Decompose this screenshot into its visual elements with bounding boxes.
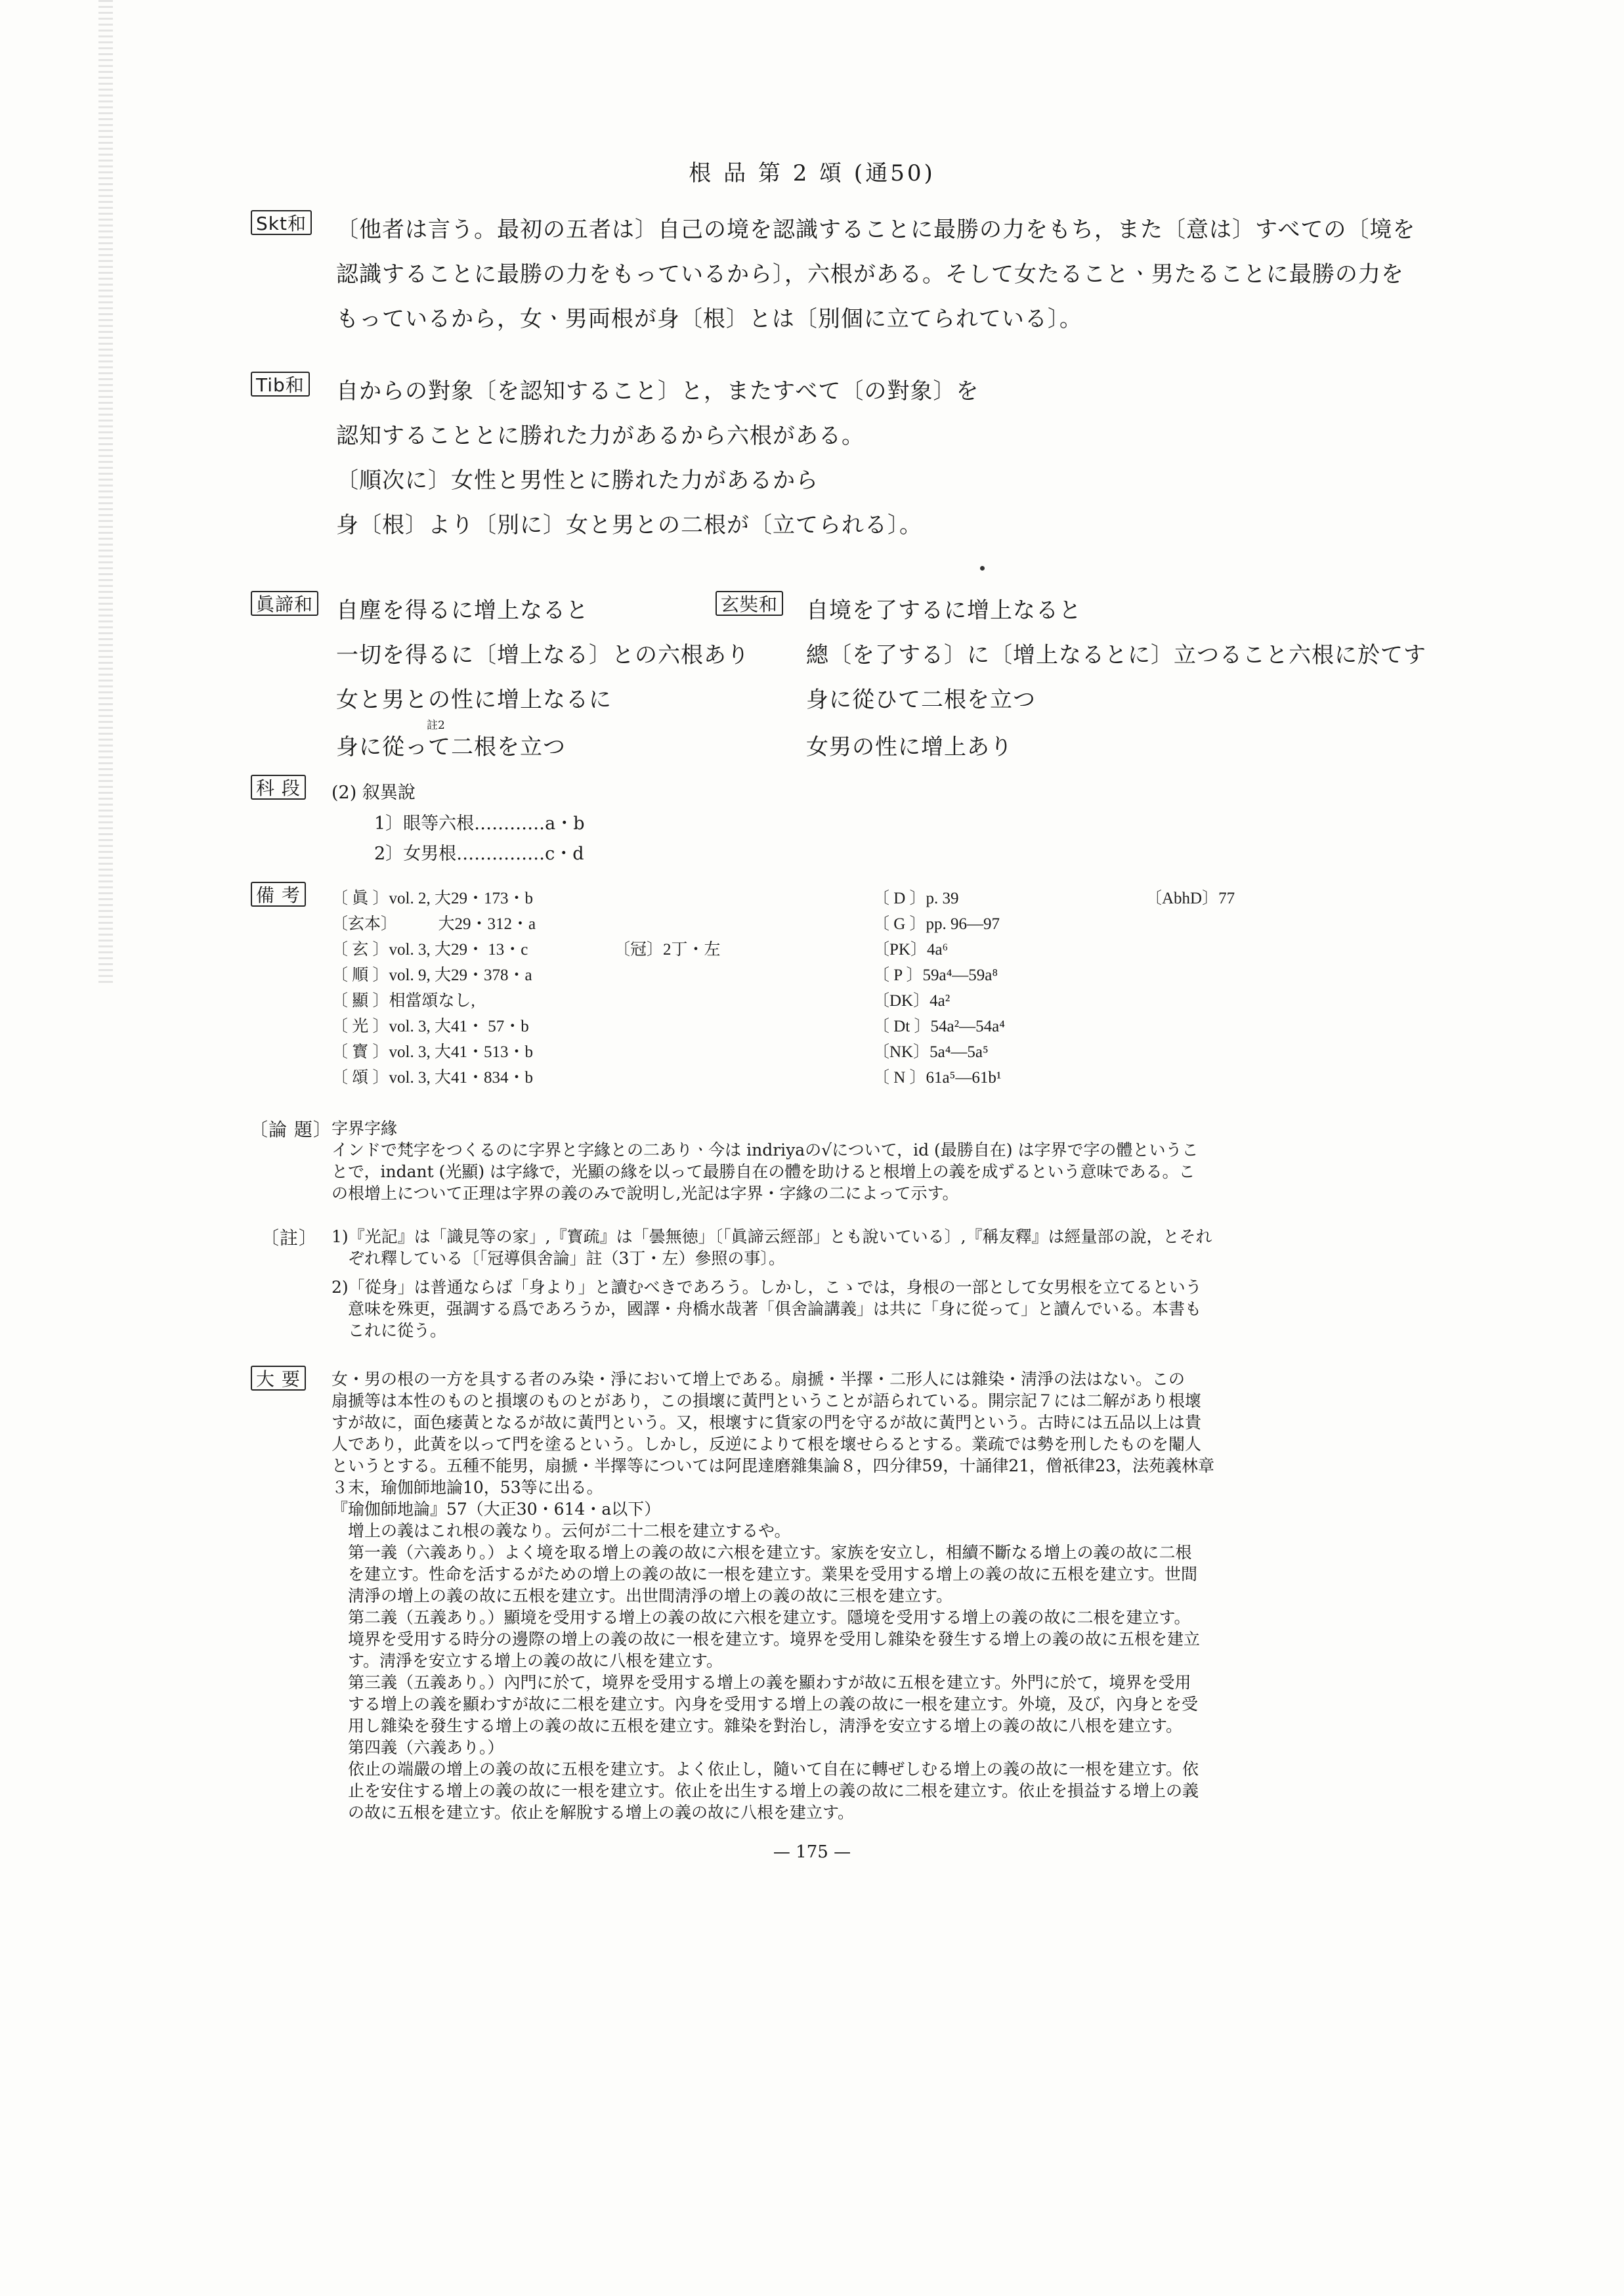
tib-line: 〔順次に〕女性と男性とに勝れた力があるから (336, 467, 819, 494)
taiyou-line: する增上の義を顯わすが故に二根を建立す。內身を受用する增上の義の故に一根を建立す。外境，及び，內身とを受 (331, 1695, 1199, 1714)
paramartha-tag: 眞諦和 (251, 591, 318, 616)
ronndai-line: とで，indant (光顯) は字緣で，光顯の緣を以って最勝自在の體を助けると根增上の義を成ずるという意味である。こ (331, 1162, 1195, 1181)
paramartha-line: 女と男との性に增上なるに (336, 687, 612, 713)
skt-line: 〔他者は言う。最初の五者は〕自己の境を認識することに最勝の力をもち，また〔意は〕すべての〔境を (336, 217, 1416, 243)
taiyou-line: 扇搋等は本性のものと損壞のものとがあり，この損壞に黃門ということが語られている。開宗記７には二解があり根壞 (331, 1391, 1202, 1410)
tib-line: 自からの對象〔を認知すること〕と，またすべて〔の對象〕を (336, 378, 979, 404)
taiyou-line: を建立す。性命を活するがための增上の義の故に一根を建立す。業果を受用する增上の義の故に五根を建立す。世間 (331, 1565, 1198, 1584)
ref-left: 〔 顯 〕相當頌なし, (331, 992, 475, 1010)
note-line: ぞれ釋している〔「冠導俱舍論」註（3丁・左）參照の事〕。 (331, 1249, 785, 1268)
paramartha-line: 一切を得るに〔增上なる〕との六根あり (336, 642, 750, 668)
taiyou-line: 人であり，此黃を以って門を塗るという。しかし，反逆によりて根を壞せらるとする。業疏では勢を刑したものを閹人 (331, 1435, 1202, 1454)
taiyou-line: 增上の義はこれ根の義なり。云何が二十二根を建立するや。 (331, 1521, 791, 1540)
taiyou-line: 第二義（五義あり。）顯境を受用する增上の義の故に六根を建立す。隱境を受用する增上の義の故に二根を建立す。 (331, 1608, 1191, 1627)
taiyou-line: ３末，瑜伽師地論10，53等に出る。 (331, 1478, 603, 1497)
ref-left: 〔 光 〕vol. 3, 大41・ 57・b (331, 1018, 529, 1035)
ronndai-line: インドで梵字をつくるのに字界と字緣との二ありㆍ今は indriyaの√について，id (最勝自在) は字界で字の體というこ (331, 1140, 1199, 1159)
xuanzang-line: 自境を了するに增上なると (806, 597, 1082, 624)
ref-abhd: 〔AbhD〕77 (1145, 890, 1235, 907)
page-number: — 175 — (773, 1842, 851, 1862)
paramartha-line: 自塵を得るに增上なると (336, 597, 589, 624)
note-mark: 註2 (427, 719, 445, 732)
note-line: 意味を殊更，强調する爲であろうか，國譯・舟橋水哉著「俱舍論講義」は共に「身に從って」と讀んでいる。本書も (331, 1299, 1202, 1318)
ronndai-line: 字界字緣 (331, 1119, 398, 1138)
ref-left: 〔 順 〕vol. 9, 大29・378・a (331, 966, 532, 984)
note-line: これに從う。 (331, 1321, 447, 1340)
xuanzang-tag: 玄奘和 (716, 591, 783, 616)
ref-left: 〔 玄 〕vol. 3, 大29・ 13・c (331, 941, 528, 959)
ref-left: 〔 頌 〕vol. 3, 大41・834・b (331, 1069, 533, 1087)
taiyou-line: す。淸淨を安立する增上の義の故に八根を建立す。 (331, 1651, 723, 1670)
kadan-tag: 科 段 (251, 775, 306, 800)
tib-line: 身〔根〕より〔別に〕女と男との二根が〔立てられる〕。 (336, 512, 922, 538)
ronndai-tag: 〔論 題〕 (249, 1119, 332, 1140)
taiyou-line: 第一義（六義あり。）よく境を取る增上の義の故に六根を建立す。家族を安立し，相續不斷なる增上の義の故に二根 (331, 1543, 1192, 1562)
taiyou-line: すが故に，面色痿黃となるが故に黃門という。又，根壞すに貨家の門を守るが故に黃門という。古時には五品以上は貴 (331, 1413, 1202, 1432)
taiyou-line: 『瑜伽師地論』57（大正30・614・a以下） (331, 1500, 661, 1519)
taiyou-line: 境界を受用する時分の邊際の增上の義の故に一根を建立す。境界を受用し雜染を發生する增上の義の故に五根を建立 (331, 1630, 1201, 1649)
ref-left: 〔 寳 〕vol. 3, 大41・513・b (331, 1043, 533, 1061)
ref-right: 〔PK〕4a⁶ (873, 941, 949, 959)
skt-line: 認識することに最勝の力をもっているから〕，六根がある。そして女たることㆍ男たることに最勝の力を (336, 261, 1404, 288)
skt-tag: Skt和 (251, 210, 312, 235)
ref-middle: 〔冠〕2丁・左 (614, 941, 721, 959)
taiyou-line: 用し雜染を發生する增上の義の故に五根を建立す。雜染を對治し，淸淨を安立する增上の義の故に八根を建立す。 (331, 1716, 1183, 1735)
taiyou-line: 依止の端嚴の增上の義の故に五根を建立す。よく依止し，隨いて自在に轉ぜしむる增上の義の故に一根を建立す。依 (331, 1760, 1199, 1779)
note-line: 2)「從身」は普通ならば「身より」と讀むべきであろう。しかし，こゝでは，身根の一部として女男根を立てるという (331, 1278, 1202, 1297)
ronndai-line: の根增上について正理は字界の義のみで說明し,光記は字界・字緣の二によって示す。 (331, 1184, 959, 1203)
xuanzang-line: 身に從ひて二根を立つ (806, 687, 1036, 713)
ref-right: 〔DK〕4a² (873, 992, 951, 1010)
note-line: 1)『光記』は「識見等の家」,『寳疏』は「曇無徳」〔「眞諦云經部」とも說いている〕,『稱友釋』は經量部の說，とそれ (331, 1227, 1212, 1246)
xuanzang-line: 女男の性に增上あり (806, 734, 1013, 760)
scan-speck (980, 566, 985, 571)
tib-line: 認知することとに勝れた力があるから六根がある。 (336, 423, 865, 449)
scan-edge-artifact (98, 0, 113, 985)
skt-line: もっているから，女ㆍ男両根が身〔根〕とは〔別個に立てられている〕。 (336, 306, 1082, 332)
taiyou-line: の故に五根を建立す。依止を解脫する增上の義の故に八根を建立す。 (331, 1803, 855, 1822)
ref-right: 〔 N 〕61a⁵—61b¹ (873, 1069, 1002, 1087)
ref-left: 〔玄本〕 大29・312・a (331, 915, 536, 933)
taiyou-line: 止を安住する增上の義の故に一根を建立す。依止を出生する增上の義の故に二根を建立す。依止を損益する增上の義 (331, 1781, 1199, 1800)
ref-right: 〔 G 〕pp. 96—97 (873, 915, 1000, 933)
ref-left: 〔 眞 〕vol. 2, 大29・173・b (331, 890, 533, 907)
taiyou-line: 淸淨の增上の義の故に五根を建立す。出世間淸淨の增上の義の故に三根を建立す。 (331, 1586, 953, 1605)
kadan-line: 2〕女男根……………c・d (374, 844, 584, 864)
taiyou-line: というとする。五種不能男，扇搋・半擇等については阿毘達磨雜集論８，四分律59，十誦律21，僧祇律23，法苑義林章 (331, 1456, 1214, 1475)
ref-right: 〔 Dt 〕54a²—54a⁴ (873, 1018, 1005, 1035)
ref-right: 〔 P 〕59a⁴—59a⁸ (873, 966, 998, 984)
taiyou-line: 第三義（五義あり。）內門に於て，境界を受用する增上の義を顯わすが故に五根を建立す。外門に於て，境界を受用 (331, 1673, 1191, 1692)
ref-right: 〔 D 〕p. 39 (873, 890, 959, 907)
chu-tag: 〔註〕 (261, 1227, 318, 1249)
page-title: 根 品 第 2 頌 (通50) (689, 160, 935, 186)
xuanzang-line: 總〔を了する〕に〔增上なるとに〕立つること六根に於てす (806, 642, 1426, 668)
ref-right: 〔NK〕5a⁴—5a⁵ (873, 1043, 989, 1061)
taiyou-line: 女・男の根の一方を具する者のみ染・淨において增上である。扇搋・半擇・二形人には雜染・淸淨の法はない。この (331, 1370, 1186, 1389)
taiyou-line: 第四義（六義あり。） (331, 1738, 504, 1757)
bikou-tag: 備 考 (251, 882, 306, 907)
taiyou-tag: 大 要 (251, 1366, 306, 1391)
paramartha-line: 身に從って二根を立つ (336, 734, 566, 760)
tib-tag: Tib和 (251, 372, 310, 397)
kadan-line: 1〕眼等六根…………a・b (374, 813, 585, 834)
kadan-line: (2) 叙異說 (331, 783, 416, 803)
